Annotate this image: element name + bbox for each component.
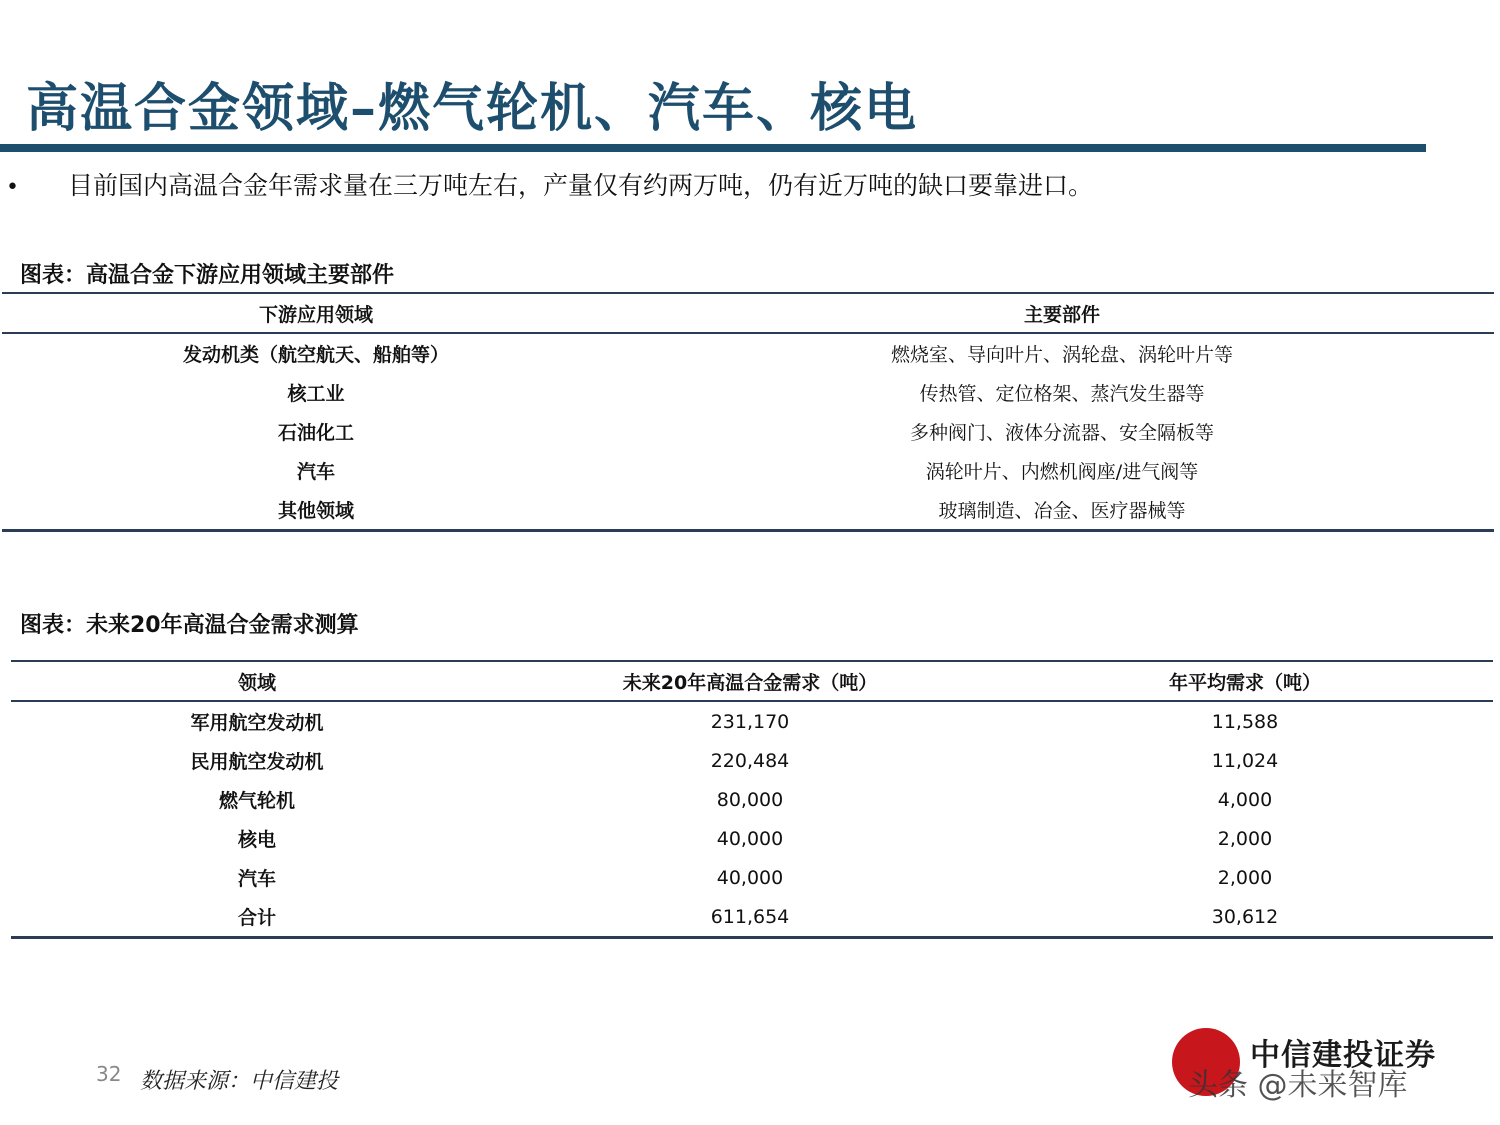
bullet-point (6, 166, 1496, 202)
data-source: 数据来源：中信建投 (140, 1069, 339, 1094)
table-row (2, 412, 1494, 451)
table-total-row (11, 897, 1493, 938)
annual-demand-cell: 11,024 (1211, 749, 1279, 772)
watermark: 头条 @未来智库 (1188, 1068, 1408, 1103)
twenty-year-demand-cell: 80,000 (716, 788, 784, 811)
domain-cell: 汽车 (296, 461, 335, 483)
table-header-row (11, 661, 1493, 701)
twenty-year-demand-cell: 40,000 (716, 866, 784, 889)
domain-cell: 其他领域 (277, 500, 354, 522)
domain-cell: 石油化工 (277, 422, 354, 444)
sector-cell: 合计 (237, 907, 276, 929)
twenty-year-demand-cell: 231,170 (710, 710, 790, 733)
table-row (2, 490, 1494, 531)
table1-caption: 图表：高温合金下游应用领域主要部件 (20, 263, 395, 288)
domain-cell: 发动机类（航空航天、船舶等） (182, 344, 449, 366)
components-cell: 传热管、定位格架、蒸汽发生器等 (919, 383, 1205, 405)
table-row (11, 701, 1493, 741)
column-header: 下游应用领域 (2, 293, 630, 333)
table2-caption: 图表：未来20年高温合金需求测算 (20, 613, 359, 638)
domain-cell: 核工业 (287, 383, 345, 405)
annual-demand-cell: 2,000 (1217, 866, 1273, 889)
annual-demand-cell: 30,612 (1211, 905, 1279, 928)
sector-cell: 汽车 (237, 868, 276, 890)
table-row (2, 333, 1494, 373)
sector-cell: 军用航空发动机 (190, 712, 324, 734)
annual-demand-cell: 2,000 (1217, 827, 1273, 850)
table-row (11, 858, 1493, 897)
company-logo (1172, 1028, 1472, 1103)
title-underline (0, 144, 1426, 152)
column-header: 年平均需求（吨） (997, 661, 1493, 701)
table-row (11, 780, 1493, 819)
sector-cell: 燃气轮机 (218, 790, 295, 812)
components-cell: 涡轮叶片、内燃机阀座/进气阀等 (925, 461, 1199, 483)
annual-demand-cell: 11,588 (1211, 710, 1279, 733)
twenty-year-demand-cell: 220,484 (710, 749, 790, 772)
twenty-year-demand-cell: 611,654 (710, 905, 790, 928)
components-cell: 多种阀门、液体分流器、安全隔板等 (909, 422, 1214, 444)
page-number: 32 (96, 1062, 122, 1086)
column-header: 未来20年高温合金需求（吨） (503, 661, 997, 701)
annual-demand-cell: 4,000 (1217, 788, 1273, 811)
logo-company-name: 中信建投证券 (1250, 1038, 1436, 1073)
slide-title: 高温合金领域–燃气轮机、汽车、核电 (26, 78, 919, 139)
components-cell: 燃烧室、导向叶片、涡轮盘、涡轮叶片等 (890, 344, 1233, 366)
column-header: 主要部件 (630, 293, 1494, 333)
column-header: 领域 (11, 661, 503, 701)
bullet-dot-icon: • (6, 175, 19, 200)
sector-cell: 核电 (237, 829, 276, 851)
demand-forecast-table (11, 660, 1493, 939)
table-row (11, 819, 1493, 858)
sector-cell: 民用航空发动机 (190, 751, 324, 773)
table-header-row (2, 293, 1494, 333)
components-cell: 玻璃制造、冶金、医疗器械等 (938, 500, 1186, 522)
twenty-year-demand-cell: 40,000 (716, 827, 784, 850)
table-row (2, 373, 1494, 412)
table-row (2, 451, 1494, 490)
table-row (11, 741, 1493, 780)
application-components-table (2, 292, 1494, 532)
bullet-text: 目前国内高温合金年需求量在三万吨左右，产量仅有约两万吨，仍有近万吨的缺口要靠进口。 (68, 171, 1094, 200)
